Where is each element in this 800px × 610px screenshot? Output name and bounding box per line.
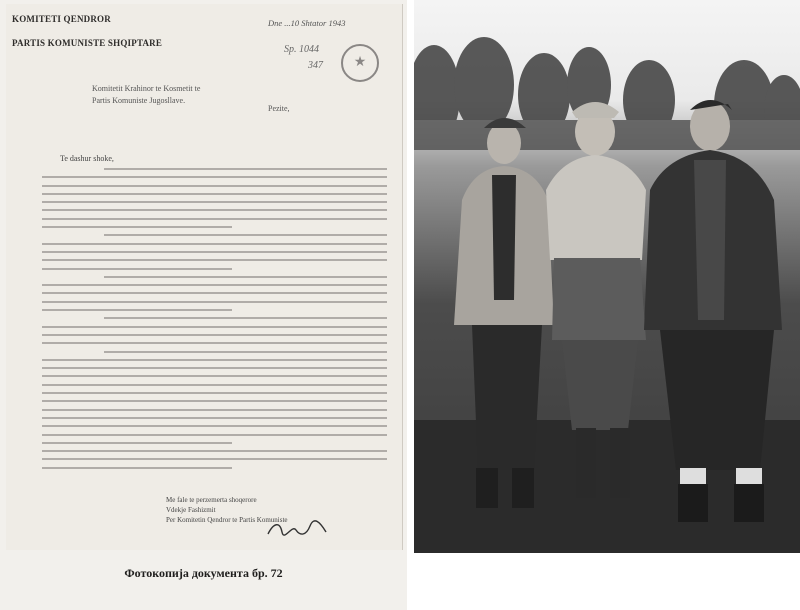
handwritten-signature xyxy=(266,520,328,538)
document-caption: Фотокопија документа бр. 72 xyxy=(124,566,283,580)
letter-body-text xyxy=(42,168,387,475)
text-line xyxy=(42,392,387,394)
text-line xyxy=(104,317,387,319)
text-line xyxy=(42,434,387,436)
letter-date: Dne ...10 Shtator 1943 xyxy=(268,18,346,28)
text-line xyxy=(42,209,387,211)
text-line xyxy=(42,268,232,270)
reference-number-secondary: 347 xyxy=(308,60,323,71)
text-line xyxy=(42,284,387,286)
text-line xyxy=(42,417,387,419)
stamp-seal-icon xyxy=(341,44,379,82)
letter-page xyxy=(6,4,403,550)
historical-photograph xyxy=(414,0,800,553)
text-line xyxy=(42,201,387,203)
text-line xyxy=(42,384,387,386)
text-line xyxy=(104,168,387,170)
text-line xyxy=(42,450,387,452)
text-line xyxy=(42,218,387,220)
text-line xyxy=(42,458,387,460)
reference-number: Sp. 1044 xyxy=(284,44,319,55)
text-line xyxy=(104,351,387,353)
photo-scene xyxy=(414,0,800,553)
text-line xyxy=(42,367,387,369)
text-line xyxy=(42,326,387,328)
text-line xyxy=(104,276,387,278)
letter-header-line2: PARTIS KOMUNISTE SHQIPTARE xyxy=(12,38,163,48)
text-line xyxy=(42,409,387,411)
text-line xyxy=(42,193,387,195)
text-line xyxy=(42,334,387,336)
text-line xyxy=(42,359,387,361)
closing-line1: Me fale te perzemerta shoqerore xyxy=(166,496,257,504)
text-line xyxy=(42,400,387,402)
text-line xyxy=(42,176,387,178)
text-line xyxy=(42,301,387,303)
text-line xyxy=(42,375,387,377)
text-line xyxy=(42,226,232,228)
text-line xyxy=(42,259,387,261)
closing-line2: Vdekje Fashizmit xyxy=(166,506,216,514)
text-line xyxy=(42,442,232,444)
letter-place: Pezite, xyxy=(268,104,290,113)
addressee-line2: Partis Komuniste Jugosllave. xyxy=(92,96,186,105)
text-line xyxy=(42,292,387,294)
addressee-line1: Komitetit Krahinor te Kosmetit te xyxy=(92,84,201,93)
salutation: Te dashur shoke, xyxy=(60,154,114,163)
text-line xyxy=(42,425,387,427)
text-line xyxy=(42,243,387,245)
text-line xyxy=(104,234,387,236)
text-line xyxy=(42,251,387,253)
text-line xyxy=(42,309,232,311)
text-line xyxy=(42,185,387,187)
closing-line3: Per Komitetin Qendror te Partis Komuniste xyxy=(166,516,288,524)
text-line xyxy=(42,467,232,469)
letter-header-line1: KOMITETI QENDROR xyxy=(12,14,111,24)
text-line xyxy=(42,342,387,344)
